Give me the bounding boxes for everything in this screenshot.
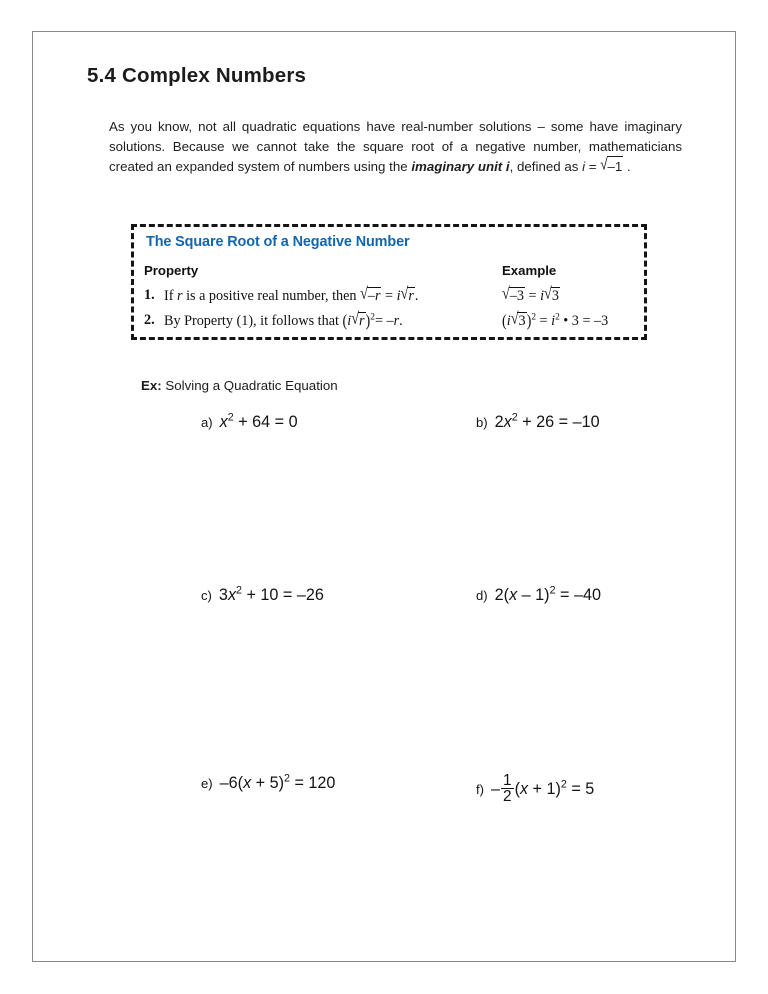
fraction-numerator: 1 (503, 771, 512, 789)
prop1-prefix: If (164, 288, 177, 304)
problem-c-expression (219, 586, 324, 604)
var-x: x (519, 780, 529, 799)
var-x: x (243, 774, 252, 792)
ex2-exponent: 2 (531, 312, 536, 323)
ex1-i: i (540, 288, 545, 304)
intro-line-4-text: defined as (517, 159, 583, 175)
radical-sign-icon: √ (600, 155, 608, 174)
problem-grid (33, 32, 735, 961)
ex1-radicand-1: –3 (509, 287, 524, 304)
radical-sign-icon: √ (510, 309, 519, 329)
imaginary-unit-emphasis: imaginary unit i (411, 159, 510, 175)
fraction-one-half (501, 773, 514, 805)
problem-f (476, 771, 595, 806)
expr-rest: = 120 (289, 774, 336, 792)
expr-rest: + 26 = –10 (517, 413, 600, 431)
expr-mid: + 1) (528, 780, 561, 799)
prop2-equals: = (374, 313, 387, 329)
prop2-radicand: r (359, 312, 365, 329)
coefficient: 2 (494, 413, 504, 431)
problem-label-a: a) (201, 415, 213, 430)
coefficient: 2( (494, 586, 510, 604)
coefficient: –6( (219, 774, 244, 792)
worksheet-page (32, 31, 736, 962)
prop1-var-r: r (177, 288, 183, 304)
intro-line-3-end: , (509, 159, 514, 175)
var-x: x (509, 586, 518, 604)
ex2-i2-exponent: 2 (555, 312, 560, 323)
property-number-1: 1. (144, 287, 155, 303)
prop1-i: i (396, 288, 401, 304)
problem-label-d: d) (476, 588, 488, 603)
ex2-radicand: 3 (518, 312, 526, 329)
coefficient: 3 (218, 586, 228, 604)
problem-label-b: b) (476, 415, 488, 430)
prop2-close-paren: ) (365, 311, 371, 331)
ex2-equals: = (536, 313, 552, 329)
radical-sign-icon: √ (544, 284, 552, 304)
exponent: 2 (284, 772, 290, 785)
prop2-end: . (399, 313, 403, 329)
fraction-denominator: 2 (503, 788, 512, 806)
example-label: Ex: (141, 378, 162, 393)
expr-mid: + 5) (251, 774, 284, 792)
prop2-open-paren: ( (342, 311, 348, 331)
prop1-mid: is a positive real number, then (182, 288, 361, 304)
column-header-example: Example (502, 263, 557, 278)
problem-b-expression (495, 413, 600, 431)
prop1-radicand-2: r (408, 287, 414, 304)
ex2-i: i (506, 313, 511, 329)
prop1-equals: = (381, 288, 397, 304)
exponent: 2 (227, 411, 234, 424)
intro-period: . (623, 159, 631, 175)
intro-line-1: As you know, not all quadratic equations have real-number solutions – some have (109, 119, 619, 134)
exponent: 2 (549, 584, 556, 597)
ex1-equals: = (524, 288, 541, 304)
problem-a (201, 413, 298, 432)
prop1-radicand-1: –r (367, 287, 381, 304)
problem-e-expression (220, 774, 336, 792)
prop2-result: –r (386, 313, 400, 329)
problem-d (476, 586, 601, 605)
problem-e (201, 774, 335, 793)
intro-equals: = (585, 159, 601, 175)
var-x: x (219, 413, 228, 431)
example-title: Solving a Quadratic Equation (165, 378, 338, 393)
page-title: 5.4 Complex Numbers (87, 64, 307, 87)
radical-sign-icon: √ (502, 284, 510, 304)
ex2-close-paren: ) (526, 311, 532, 331)
callout-title: The Square Root of a Negative Number (146, 234, 410, 250)
problem-d-expression (495, 586, 601, 604)
var-x: x (227, 586, 237, 604)
prop2-i: i (347, 313, 352, 329)
problem-f-expression (491, 771, 595, 806)
problem-a-expression (220, 413, 298, 431)
prop2-prefix: By Property (1), it follows that (164, 313, 343, 329)
expr-mid: – 1) (517, 586, 550, 604)
exponent: 2 (511, 411, 518, 424)
prop2-exponent: 2 (370, 312, 375, 323)
var-x: x (503, 413, 512, 431)
ex2-dot-product: • 3 = (559, 313, 594, 329)
expr-rest: = 5 (566, 780, 595, 799)
prop1-end: . (414, 288, 419, 304)
expr-rest: = –40 (555, 586, 601, 604)
exponent: 2 (236, 584, 242, 597)
expr-rest: + 64 = 0 (233, 413, 298, 431)
intro-variable-i: i (582, 159, 586, 175)
open-paren: ( (514, 780, 520, 799)
problem-label-f: f) (476, 782, 484, 798)
problem-label-e: e) (201, 776, 213, 791)
radical-sign-icon: √ (400, 284, 409, 304)
ex1-radicand-2: 3 (551, 287, 559, 304)
expr-rest: + 10 = –26 (241, 586, 324, 604)
problem-c (201, 586, 324, 605)
radical-sign-icon: √ (360, 284, 368, 304)
radical-sign-icon: √ (351, 309, 359, 329)
property-number-2: 2. (144, 312, 155, 328)
intro-line-3-text: mathematicians created an expanded system of numbers using the (109, 138, 682, 175)
problem-b (476, 413, 600, 432)
exponent: 2 (560, 778, 567, 791)
ex2-result: –3 (594, 313, 609, 329)
column-header-property: Property (144, 263, 199, 278)
problem-label-c: c) (201, 588, 212, 603)
intro-line-2: imaginary solutions. Because we cannot take the square root of a negative number, (109, 119, 683, 154)
ex2-open-paren: ( (502, 311, 507, 331)
ex2-i2: i (551, 313, 556, 329)
radicand: –1 (607, 156, 624, 177)
negative-sign: – (491, 780, 501, 799)
